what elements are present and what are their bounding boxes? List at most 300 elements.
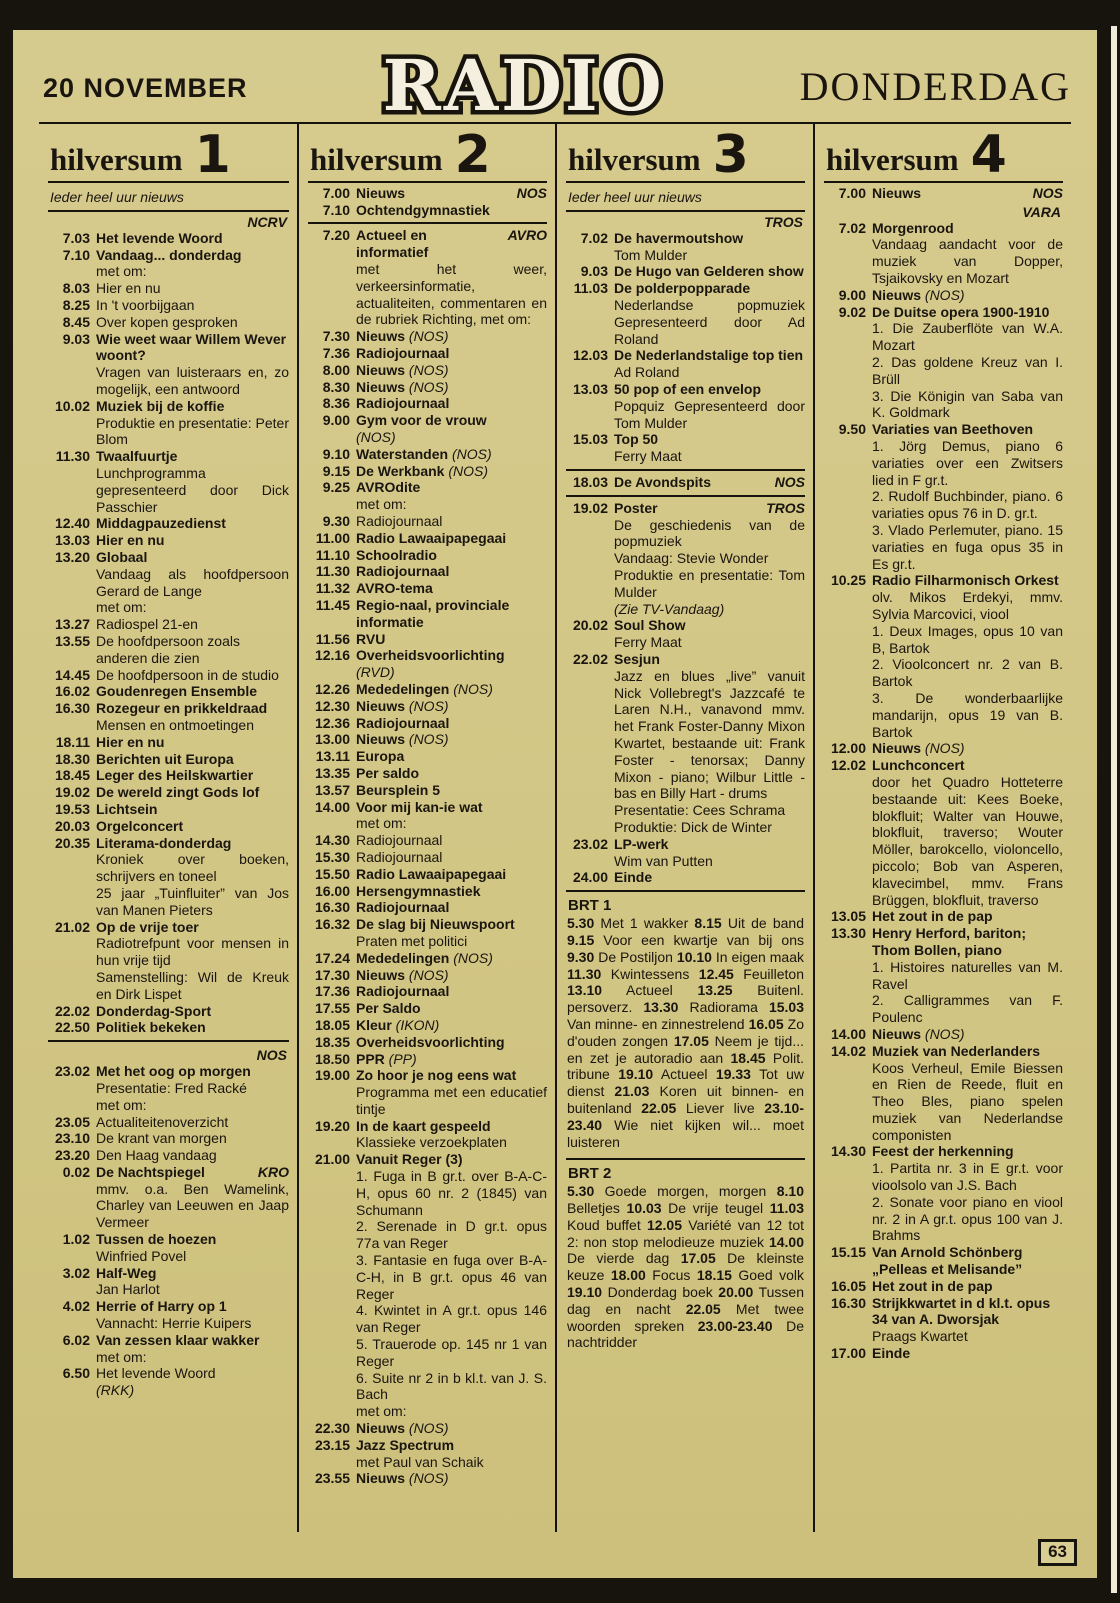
program-entry (824, 220, 1063, 287)
program-title: LP-werk (614, 835, 669, 852)
program-entry (308, 563, 547, 580)
program-body (356, 849, 547, 866)
program-time: 12.00 (830, 740, 866, 757)
program-suffix: (NOS) (405, 966, 449, 983)
program-body (614, 651, 805, 836)
program-desc: Ferry Maat (614, 634, 682, 651)
program-title: Muziek van Nederlanders (872, 1042, 1041, 1059)
program-body (872, 1345, 1063, 1362)
program-time: 11.00 (315, 529, 350, 546)
program-time: 18.03 (572, 474, 608, 491)
program-desc: Jan Harlot (96, 1281, 160, 1298)
program-title: Soul Show (614, 617, 686, 634)
program-entry (308, 681, 547, 698)
broadcaster-label: TROS (764, 213, 803, 230)
program-body (872, 1143, 1063, 1244)
program-desc: Produktie: Dick de Winter (614, 818, 772, 835)
program-title: Nieuws (872, 1025, 922, 1042)
program-time: 22.30 (314, 1420, 350, 1437)
program-time: 13.03 (54, 532, 90, 549)
program-time: 12.40 (54, 515, 90, 532)
program-entry (48, 1332, 289, 1366)
program-body (96, 549, 289, 616)
program-title: Hier en nu (96, 532, 165, 549)
program-desc: Samenstelling: Wil de Kreuk en Dirk Lispet (96, 968, 289, 1002)
program-entry (48, 1231, 289, 1265)
program-title: Nieuws (356, 1470, 406, 1487)
program-time: 14.02 (830, 1042, 866, 1059)
program-desc: Koos Verheul, Emile Biessen en Rien de Reede, fluit en Theo Bles, piano spelen muziek van Nederlandse componisten (872, 1059, 1063, 1143)
program-body (356, 563, 547, 580)
program-time: 19.02 (572, 499, 608, 516)
program-entry (308, 765, 547, 782)
program-time: 7.10 (62, 246, 90, 263)
program-suffix: (NOS) (921, 740, 965, 757)
program-body (356, 530, 547, 547)
program-entry (824, 421, 1063, 572)
program-body (96, 767, 289, 784)
program-time: 9.25 (322, 479, 350, 496)
program-time: 23.02 (572, 835, 608, 852)
program-title: Radiojournaal (356, 395, 450, 412)
program-desc: 5. Trauerode op. 145 nr 1 van Reger (356, 1336, 547, 1369)
program-body (872, 1278, 1063, 1295)
program-title: Politiek bekeken (96, 1019, 206, 1036)
program-body (96, 331, 289, 398)
program-body (356, 631, 547, 648)
program-body (96, 230, 289, 247)
program-entry (824, 1244, 1063, 1278)
program-entry (48, 818, 289, 835)
program-time: 15.30 (314, 848, 350, 865)
program-time: 16.30 (314, 899, 350, 916)
program-desc: 2. Das goldene Kreuz van I. Brüll (872, 354, 1063, 387)
program-title: Schoolradio (356, 546, 437, 563)
program-entry (308, 1470, 547, 1487)
program-entry (48, 667, 289, 684)
divider-rule (48, 1040, 289, 1042)
program-entry (824, 304, 1063, 422)
program-body (356, 1000, 547, 1017)
program-title: Muziek bij de koffie (96, 397, 225, 414)
program-title: Het zout in de pap (872, 1277, 993, 1294)
program-body (872, 572, 1063, 740)
program-desc: 1. Deux Images, opus 10 van B, Bartok (872, 622, 1063, 656)
program-time: 18.50 (314, 1050, 350, 1067)
program-title: Tussen de hoezen (96, 1231, 217, 1248)
program-time: 7.30 (322, 328, 350, 345)
program-body (356, 1151, 547, 1420)
program-desc: 1. Partita nr. 3 in E gr.t. voor vioolsolo van J.S. Bach (872, 1160, 1063, 1194)
program-entry (308, 345, 547, 362)
program-entry (308, 185, 547, 202)
program-body (356, 866, 547, 883)
program-desc: 1. Fuga in B gr.t. over B-A-C-H, opus 60 nr. 2 (1845) van Schumann (356, 1168, 547, 1218)
program-body (872, 908, 1063, 925)
program-desc: Klassieke verzoekplaten (356, 1134, 507, 1151)
program-body (356, 345, 547, 362)
program-suffix: (NOS) (449, 949, 493, 966)
program-title: De polderpopparade (614, 280, 751, 297)
program-suffix: (NOS) (405, 378, 449, 395)
program-entry (48, 1019, 289, 1036)
program-title: Radiojournaal (356, 513, 443, 529)
program-entry (566, 836, 805, 870)
program-body (872, 220, 1063, 287)
program-time: 12.16 (314, 647, 350, 664)
program-desc: Praags Kwartet (872, 1328, 968, 1345)
program-entry (308, 950, 547, 967)
network-tag: NOS (1032, 184, 1063, 201)
program-body (96, 1231, 289, 1265)
program-body (614, 474, 805, 491)
program-entry (48, 1265, 289, 1299)
program-body (356, 731, 547, 748)
program-time: 17.24 (314, 949, 350, 966)
program-time: 11.03 (573, 280, 608, 297)
program-body (356, 950, 547, 967)
program-title: Nieuws (356, 378, 406, 395)
program-time: 9.50 (838, 421, 866, 438)
program-body (614, 836, 805, 870)
program-time: 12.03 (572, 347, 608, 364)
program-title: Gym voor de vrouw (356, 412, 487, 429)
program-title: De Nachtspiegel (96, 1163, 205, 1180)
program-body (356, 1437, 547, 1471)
program-entry (308, 530, 547, 547)
program-title: Waterstanden (356, 445, 449, 462)
program-desc: mmv. o.a. Ben Wamelink, Charley van Leeuwen en Jaap Vermeer (96, 1180, 289, 1231)
program-title: Lunchconcert (872, 757, 965, 774)
program-desc: 3. De wonderbaarlijke mandarijn, opus 19 van B. Bartok (872, 689, 1063, 740)
program-title: Nieuws (356, 361, 406, 378)
program-desc: met Paul van Schaik (356, 1453, 484, 1470)
program-entry (48, 767, 289, 784)
program-entry (566, 500, 805, 618)
program-body (872, 421, 1063, 572)
program-body (96, 1063, 289, 1113)
program-time: 22.50 (54, 1019, 90, 1036)
program-body (96, 1265, 289, 1299)
program-desc: met het weer, verkeersinformatie, actualiteiten, commentaren en de rubriek Richting, met om: (356, 261, 547, 328)
program-body (356, 681, 547, 698)
program-title: Radiojournaal (356, 983, 450, 1000)
program-entry (308, 1017, 547, 1034)
program-title: Top 50 (614, 431, 659, 448)
program-body (356, 580, 547, 597)
program-title: Morgenrood (872, 219, 954, 236)
program-body (96, 1130, 289, 1147)
program-entry (824, 287, 1063, 304)
station-header (824, 124, 1063, 183)
program-suffix: (NOS) (921, 286, 965, 303)
program-entry (308, 866, 547, 883)
program-time: 13.57 (314, 781, 350, 798)
program-time: 19.02 (54, 784, 90, 801)
program-title: Overheidsvoorlichting (356, 1033, 505, 1050)
program-time: 7.03 (62, 229, 90, 246)
program-entry (48, 314, 289, 331)
program-title: De havermoutshow (614, 229, 744, 246)
program-time: 11.45 (315, 596, 350, 613)
program-entry (48, 1114, 289, 1131)
program-time: 14.30 (314, 832, 350, 849)
program-title: Regio-naal, provinciale informatie (356, 596, 510, 630)
program-body (614, 431, 805, 465)
program-time: 9.00 (322, 412, 350, 429)
program-title: De Werkbank (356, 462, 445, 479)
program-body (96, 1298, 289, 1332)
program-time: 23.15 (314, 1436, 350, 1453)
program-body (356, 916, 547, 950)
program-desc: Vannacht: Herrie Kuipers (96, 1315, 252, 1332)
page-header (13, 30, 1097, 127)
program-desc: 1. Jörg Demus, piano 6 variaties over een Zwitsers lied in F gr.t. (872, 438, 1063, 488)
program-time: 10.02 (54, 397, 90, 414)
program-desc: (RVD) (356, 664, 395, 681)
program-time: 3.02 (62, 1264, 90, 1281)
page-date: 20 NOVEMBER (43, 72, 248, 103)
scan-edge (1111, 26, 1117, 1593)
divider-rule (566, 1158, 805, 1160)
program-time: 8.36 (322, 395, 350, 412)
program-time: 13.11 (315, 748, 350, 765)
program-time: 21.00 (314, 1151, 350, 1168)
program-title: De Hugo van Gelderen show (614, 263, 804, 280)
program-entry (308, 1151, 547, 1420)
program-time: 22.02 (572, 650, 608, 667)
program-time: 12.30 (314, 697, 350, 714)
program-time: 7.00 (838, 184, 866, 201)
network-tag: NOS (516, 184, 547, 201)
program-time: 13.20 (54, 549, 90, 565)
program-body (356, 647, 547, 681)
program-time: 15.03 (572, 431, 608, 448)
program-title: Rozegeur en prikkeldraad (96, 700, 268, 717)
program-body (96, 280, 289, 297)
program-title: Poster (614, 499, 658, 516)
program-body (614, 381, 805, 431)
program-body (356, 1034, 547, 1051)
brt-section-header: BRT 1 (568, 897, 612, 915)
program-time: 9.00 (838, 286, 866, 303)
program-time: 16.02 (54, 683, 90, 700)
program-title: Radiojournaal (356, 832, 443, 849)
program-entry (308, 597, 547, 631)
program-time: 21.02 (54, 918, 90, 935)
program-time: 6.50 (62, 1365, 90, 1382)
program-title: Radiojournaal (356, 345, 450, 362)
program-entry (308, 362, 547, 379)
program-time: 23.02 (54, 1063, 90, 1080)
program-entry (308, 883, 547, 900)
program-body (356, 799, 547, 833)
program-time: 13.03 (572, 381, 608, 398)
program-entry (308, 731, 547, 748)
program-time: 9.03 (580, 263, 608, 280)
program-time: 17.36 (314, 983, 350, 1000)
program-title: Einde (614, 869, 653, 886)
program-entry (566, 474, 805, 491)
program-body (96, 532, 289, 549)
program-time: 15.15 (830, 1244, 866, 1261)
program-desc: met om: (96, 599, 147, 616)
program-body (356, 899, 547, 916)
program-body (872, 740, 1063, 757)
program-title: De hoofdpersoon zoals anderen die zien (96, 632, 240, 666)
program-title: Beursplein 5 (356, 781, 441, 798)
program-desc: olv. Mikos Erdekyi, mmv. Sylvia Marcovici, viool (872, 589, 1063, 622)
network-tag: AVRO (507, 227, 547, 244)
program-entry (308, 395, 547, 412)
program-time: 17.30 (314, 966, 350, 983)
program-desc: met om: (96, 1348, 147, 1365)
network-tag: KRO (257, 1163, 289, 1180)
program-time: 12.36 (314, 714, 350, 731)
program-body (614, 869, 805, 886)
program-time: 16.30 (830, 1294, 866, 1311)
program-body (356, 698, 547, 715)
program-entry (48, 801, 289, 818)
program-body (872, 1244, 1063, 1278)
broadcaster-label: NCRV (247, 213, 287, 230)
program-body (356, 1051, 547, 1068)
column-hilversum-4 (813, 124, 1071, 1532)
program-entry (48, 633, 289, 667)
program-desc: Vandaag aandacht voor de muziek van Dopper, Tsjaikovsky en Mozart (872, 236, 1063, 287)
program-title: Sesjun (614, 650, 660, 667)
program-desc: 2. Sonate voor piano en viool nr. 2 in A gr.t. opus 100 van J. Brahms (872, 1193, 1063, 1244)
program-desc: Winfried Povel (96, 1247, 187, 1264)
program-time: 8.03 (62, 280, 90, 297)
program-body (356, 513, 547, 530)
program-time: 7.00 (322, 184, 350, 201)
program-title: Nieuws (356, 328, 406, 345)
program-desc: Presentatie: Cees Schrama (614, 802, 786, 819)
program-title: AVROdite (356, 479, 421, 496)
program-body (356, 832, 547, 849)
station-header (48, 124, 289, 183)
program-desc: met om: (96, 263, 147, 280)
program-time: 11.56 (315, 630, 350, 647)
program-entry (48, 297, 289, 314)
network-tag: NOS (774, 474, 805, 491)
program-desc: Wim van Putten (614, 852, 713, 869)
program-title: Nieuws (356, 966, 406, 983)
program-time: 23.55 (314, 1470, 350, 1487)
program-desc: 25 jaar „Tuinfluiter” van Jos van Manen Pieters (96, 884, 289, 918)
program-body (96, 1332, 289, 1366)
program-entry (824, 185, 1063, 202)
program-body (356, 765, 547, 782)
program-title: De Nederlandstalige top tien (614, 347, 804, 364)
program-title: Over kopen gesproken (96, 313, 238, 330)
program-entry (566, 347, 805, 381)
program-body (356, 412, 547, 446)
program-body (614, 230, 805, 264)
program-title: Variaties van Beethoven (872, 421, 1034, 438)
program-time: 13.05 (830, 908, 866, 925)
program-time: 18.30 (54, 750, 90, 767)
program-time: 7.36 (322, 345, 350, 362)
station-header (566, 124, 805, 183)
program-time: 7.02 (838, 219, 866, 236)
program-time: 20.02 (572, 617, 608, 634)
program-desc: door het Quadro Hotteterre bestaande uit: Kees Boeke, blokfluit; Walter van Houwe, blokfluit, traverso; Wouter Möller, barokcello, violoncello, piccolo; Bob van Asperen, klavecimbel, mmv. Frans Brüggen, blokfluit, traverso (872, 773, 1063, 908)
program-desc: met om: (96, 1096, 147, 1113)
program-body (96, 835, 289, 919)
program-title: Hier en nu (96, 280, 161, 297)
program-title: Radiojournaal (356, 714, 450, 731)
program-entry (824, 740, 1063, 757)
program-time: 9.03 (62, 330, 90, 347)
program-entry (48, 515, 289, 532)
program-time: 9.15 (322, 462, 350, 479)
program-suffix: (NOS) (448, 445, 492, 462)
program-entry (824, 1043, 1063, 1144)
program-title: Kleur (356, 1016, 392, 1033)
page-day: DONDERDAG (799, 63, 1071, 109)
program-entry (308, 799, 547, 833)
program-title: Op de vrije toer (96, 918, 199, 935)
program-entry (308, 698, 547, 715)
program-entry (566, 431, 805, 465)
program-body (356, 446, 547, 463)
program-time: 13.27 (54, 616, 90, 633)
station-number: 4 (970, 124, 1007, 185)
program-body (96, 1164, 289, 1231)
program-entry (308, 328, 547, 345)
network-tag: TROS (766, 499, 805, 516)
program-desc: Presentatie: Fred Racké (96, 1079, 247, 1096)
program-body (96, 683, 289, 700)
program-title: Hier en nu (96, 733, 165, 750)
station-name: hilversum (310, 141, 443, 177)
program-title: Jazz Spectrum (356, 1436, 455, 1453)
program-body (96, 700, 289, 734)
program-title: Einde (872, 1345, 911, 1362)
program-entry (308, 379, 547, 396)
program-body (96, 398, 289, 448)
program-title: De hoofdpersoon in de studio (96, 666, 279, 683)
program-time: 9.02 (838, 303, 866, 320)
program-title: De krant van morgen (96, 1130, 227, 1147)
program-desc: (NOS) (356, 429, 396, 446)
program-entry (308, 513, 547, 530)
program-entry (48, 230, 289, 247)
hourly-news-note: Ieder heel uur nieuws (48, 185, 289, 212)
divider-rule (566, 890, 805, 892)
program-title: Van zessen klaar wakker (96, 1331, 260, 1348)
program-title: Radiojournaal (356, 563, 450, 580)
program-title: Actualiteitenoverzicht (96, 1113, 229, 1130)
program-body (96, 448, 289, 515)
program-entry (308, 412, 547, 446)
page-title: RADIO (382, 44, 665, 127)
program-entry (308, 849, 547, 866)
program-body (356, 547, 547, 564)
program-title: Nieuws (356, 697, 406, 714)
program-body (356, 463, 547, 480)
program-desc: 1. Die Zauberflöte van W.A. Mozart (872, 320, 1063, 354)
program-time: 13.30 (830, 925, 866, 942)
program-entry (308, 1000, 547, 1017)
columns (39, 124, 1071, 1532)
program-title: De Duitse opera 1900-1910 (872, 303, 1050, 320)
program-time: 8.30 (322, 378, 350, 395)
program-time: 16.30 (54, 700, 90, 717)
program-body (96, 818, 289, 835)
